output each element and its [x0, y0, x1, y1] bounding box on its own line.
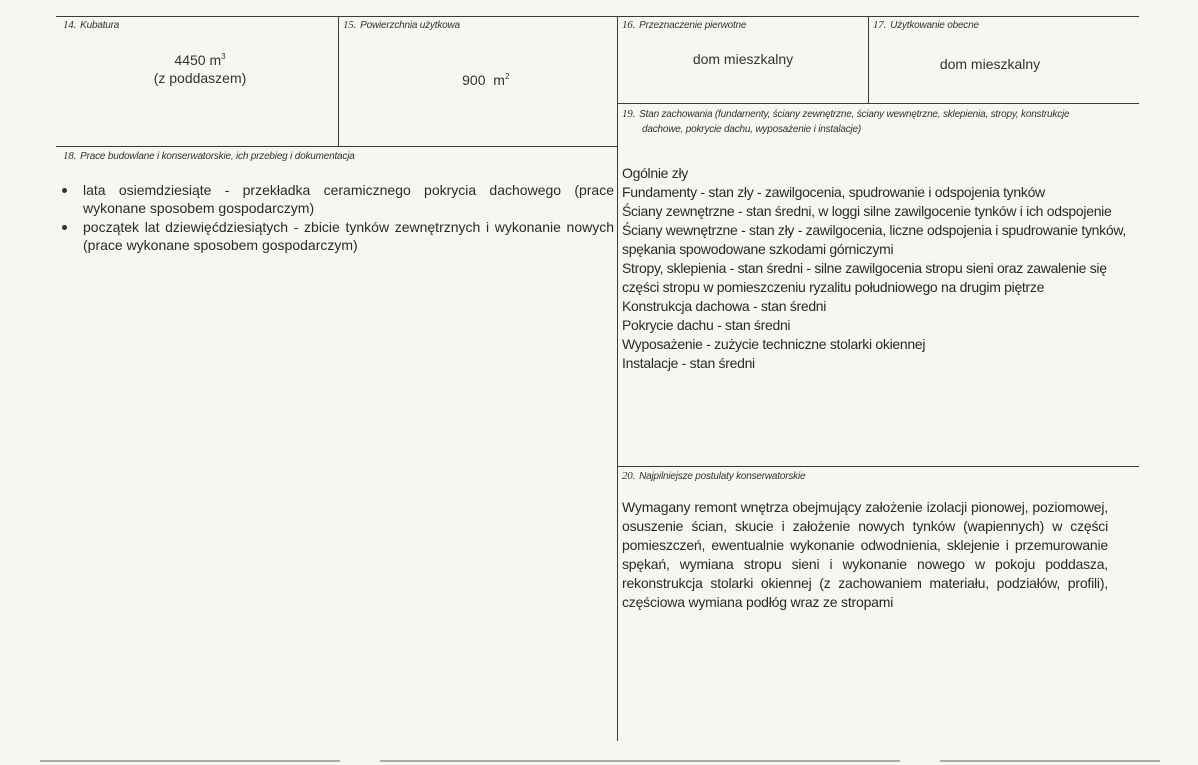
field-18-title: Prace budowlane i konserwatorskie, ich przebieg i dokumentacja — [80, 151, 355, 162]
condition-line: Wyposażenie - zużycie techniczne stolarki okiennej — [622, 336, 926, 352]
cubature-unit-exponent: 3 — [221, 52, 226, 61]
condition-line: Konstrukcja dachowa - stan średni — [622, 298, 827, 314]
condition-line: Instalacje - stan średni — [622, 355, 755, 371]
field-14-value — [100, 51, 300, 87]
field-20-number: 20. — [622, 470, 636, 482]
field-16-number: 16. — [622, 19, 636, 31]
field-14-label — [63, 19, 119, 31]
list-item — [62, 181, 614, 217]
field-17-number: 17. — [873, 19, 887, 31]
scan-edge-mark — [940, 760, 1160, 762]
area-unit-exponent: 2 — [504, 72, 510, 81]
field-16-label — [622, 19, 746, 31]
condition-line: Stropy, sklepienia - stan średni - silne zawilgocenia stropu sieni oraz zawalenie się — [622, 260, 1107, 276]
field-15-number: 15. — [343, 19, 357, 31]
list-item — [62, 218, 614, 254]
cubature-note: (z poddaszem) — [153, 70, 247, 86]
list-item-text: początek lat dziewięćdziesiątych - zbicie tynków zewnętrznych i wykonanie nowych (prace wykonane sposobem gospodarczym) — [83, 219, 614, 253]
cubature-value: 4450 m — [174, 52, 222, 68]
field-16-title: Przeznaczenie pierwotne — [639, 20, 747, 31]
field-15-title: Powierzchnia użytkowa — [360, 20, 460, 31]
divider-15 — [338, 16, 339, 146]
divider-16 — [617, 16, 618, 741]
rule-field-19-top — [617, 103, 1139, 104]
bullet-icon — [62, 225, 67, 230]
field-18-label — [63, 150, 355, 162]
top-rule — [56, 16, 1139, 17]
condition-line: części stropu w pomieszczeniu ryzalitu południowego na drugim piętrze — [622, 279, 1045, 295]
field-18-number: 18. — [63, 150, 77, 162]
field-20-label — [622, 470, 805, 482]
field-19-label — [622, 107, 1122, 137]
scan-edge-mark — [40, 760, 340, 762]
field-20-title: Najpilniejsze postulaty konserwatorskie — [639, 471, 806, 482]
field-17-title: Użytkowanie obecne — [890, 20, 979, 31]
condition-line: Ściany zewnętrzne - stan średni, w loggi silne zawilgocenie tynków i ich odspojenie — [622, 203, 1112, 219]
divider-17 — [868, 16, 869, 103]
field-19-title-line2: dachowe, pokrycie dachu, wyposażenie i instalacje) — [642, 124, 862, 135]
list-item-text: lata osiemdziesiąte - przekładka ceramicznego pokrycia dachowego (prace wykonane sposobem gospodarczym) — [83, 182, 614, 216]
condition-line: Fundamenty - stan zły - zawilgocenia, spudrowanie i odspojenia tynków — [622, 184, 1045, 200]
field-16-value: dom mieszkalny — [692, 51, 794, 67]
area-value: 900 m — [462, 72, 505, 88]
field-17-value: dom mieszkalny — [939, 56, 1041, 72]
field-19-title-line1: Stan zachowania (fundamenty, ściany zewnętrzne, ściany wewnętrzne, sklepienia, stropy, konstrukcje — [639, 109, 1070, 120]
field-14-title: Kubatura — [80, 20, 120, 31]
bullet-icon — [62, 188, 67, 193]
condition-line: spękania spowodowane szkodami górniczymi — [622, 241, 894, 257]
field-14-number: 14. — [63, 19, 77, 31]
condition-line: Ściany wewnętrzne - stan zły - zawilgocenia, liczne odspojenia i spudrowanie tynków, — [622, 222, 1126, 238]
field-15-value — [378, 53, 578, 107]
condition-line: Pokrycie dachu - stan średni — [622, 317, 791, 333]
construction-works-list — [62, 181, 614, 255]
condition-description — [622, 164, 1126, 373]
conservation-postulates-text: Wymagany remont wnętrza obejmujący założenie izolacji pionowej, poziomowej, osuszenie ścian, skucie i założenie nowych tynków (wapiennych) w części pomieszczeń, ewentualnie wykonanie odwodnienia, sklejenie i przemurowanie spękań, wymiana stropu sieni i wykonanie nowego w pokoju poddasza, rekonstrukcja stolarki okiennej (z zachowaniem materiału, podziałów, profili), częściowa wymiana podłóg wraz ze stropami — [622, 499, 1108, 610]
rule-field-20-top — [617, 466, 1139, 467]
rule-below-field-18-header — [56, 146, 618, 147]
field-19-number: 19. — [622, 108, 636, 120]
condition-line: Ogólnie zły — [622, 165, 688, 181]
field-15-label — [343, 19, 460, 31]
scan-edge-mark — [380, 760, 900, 762]
field-17-label — [873, 19, 979, 31]
